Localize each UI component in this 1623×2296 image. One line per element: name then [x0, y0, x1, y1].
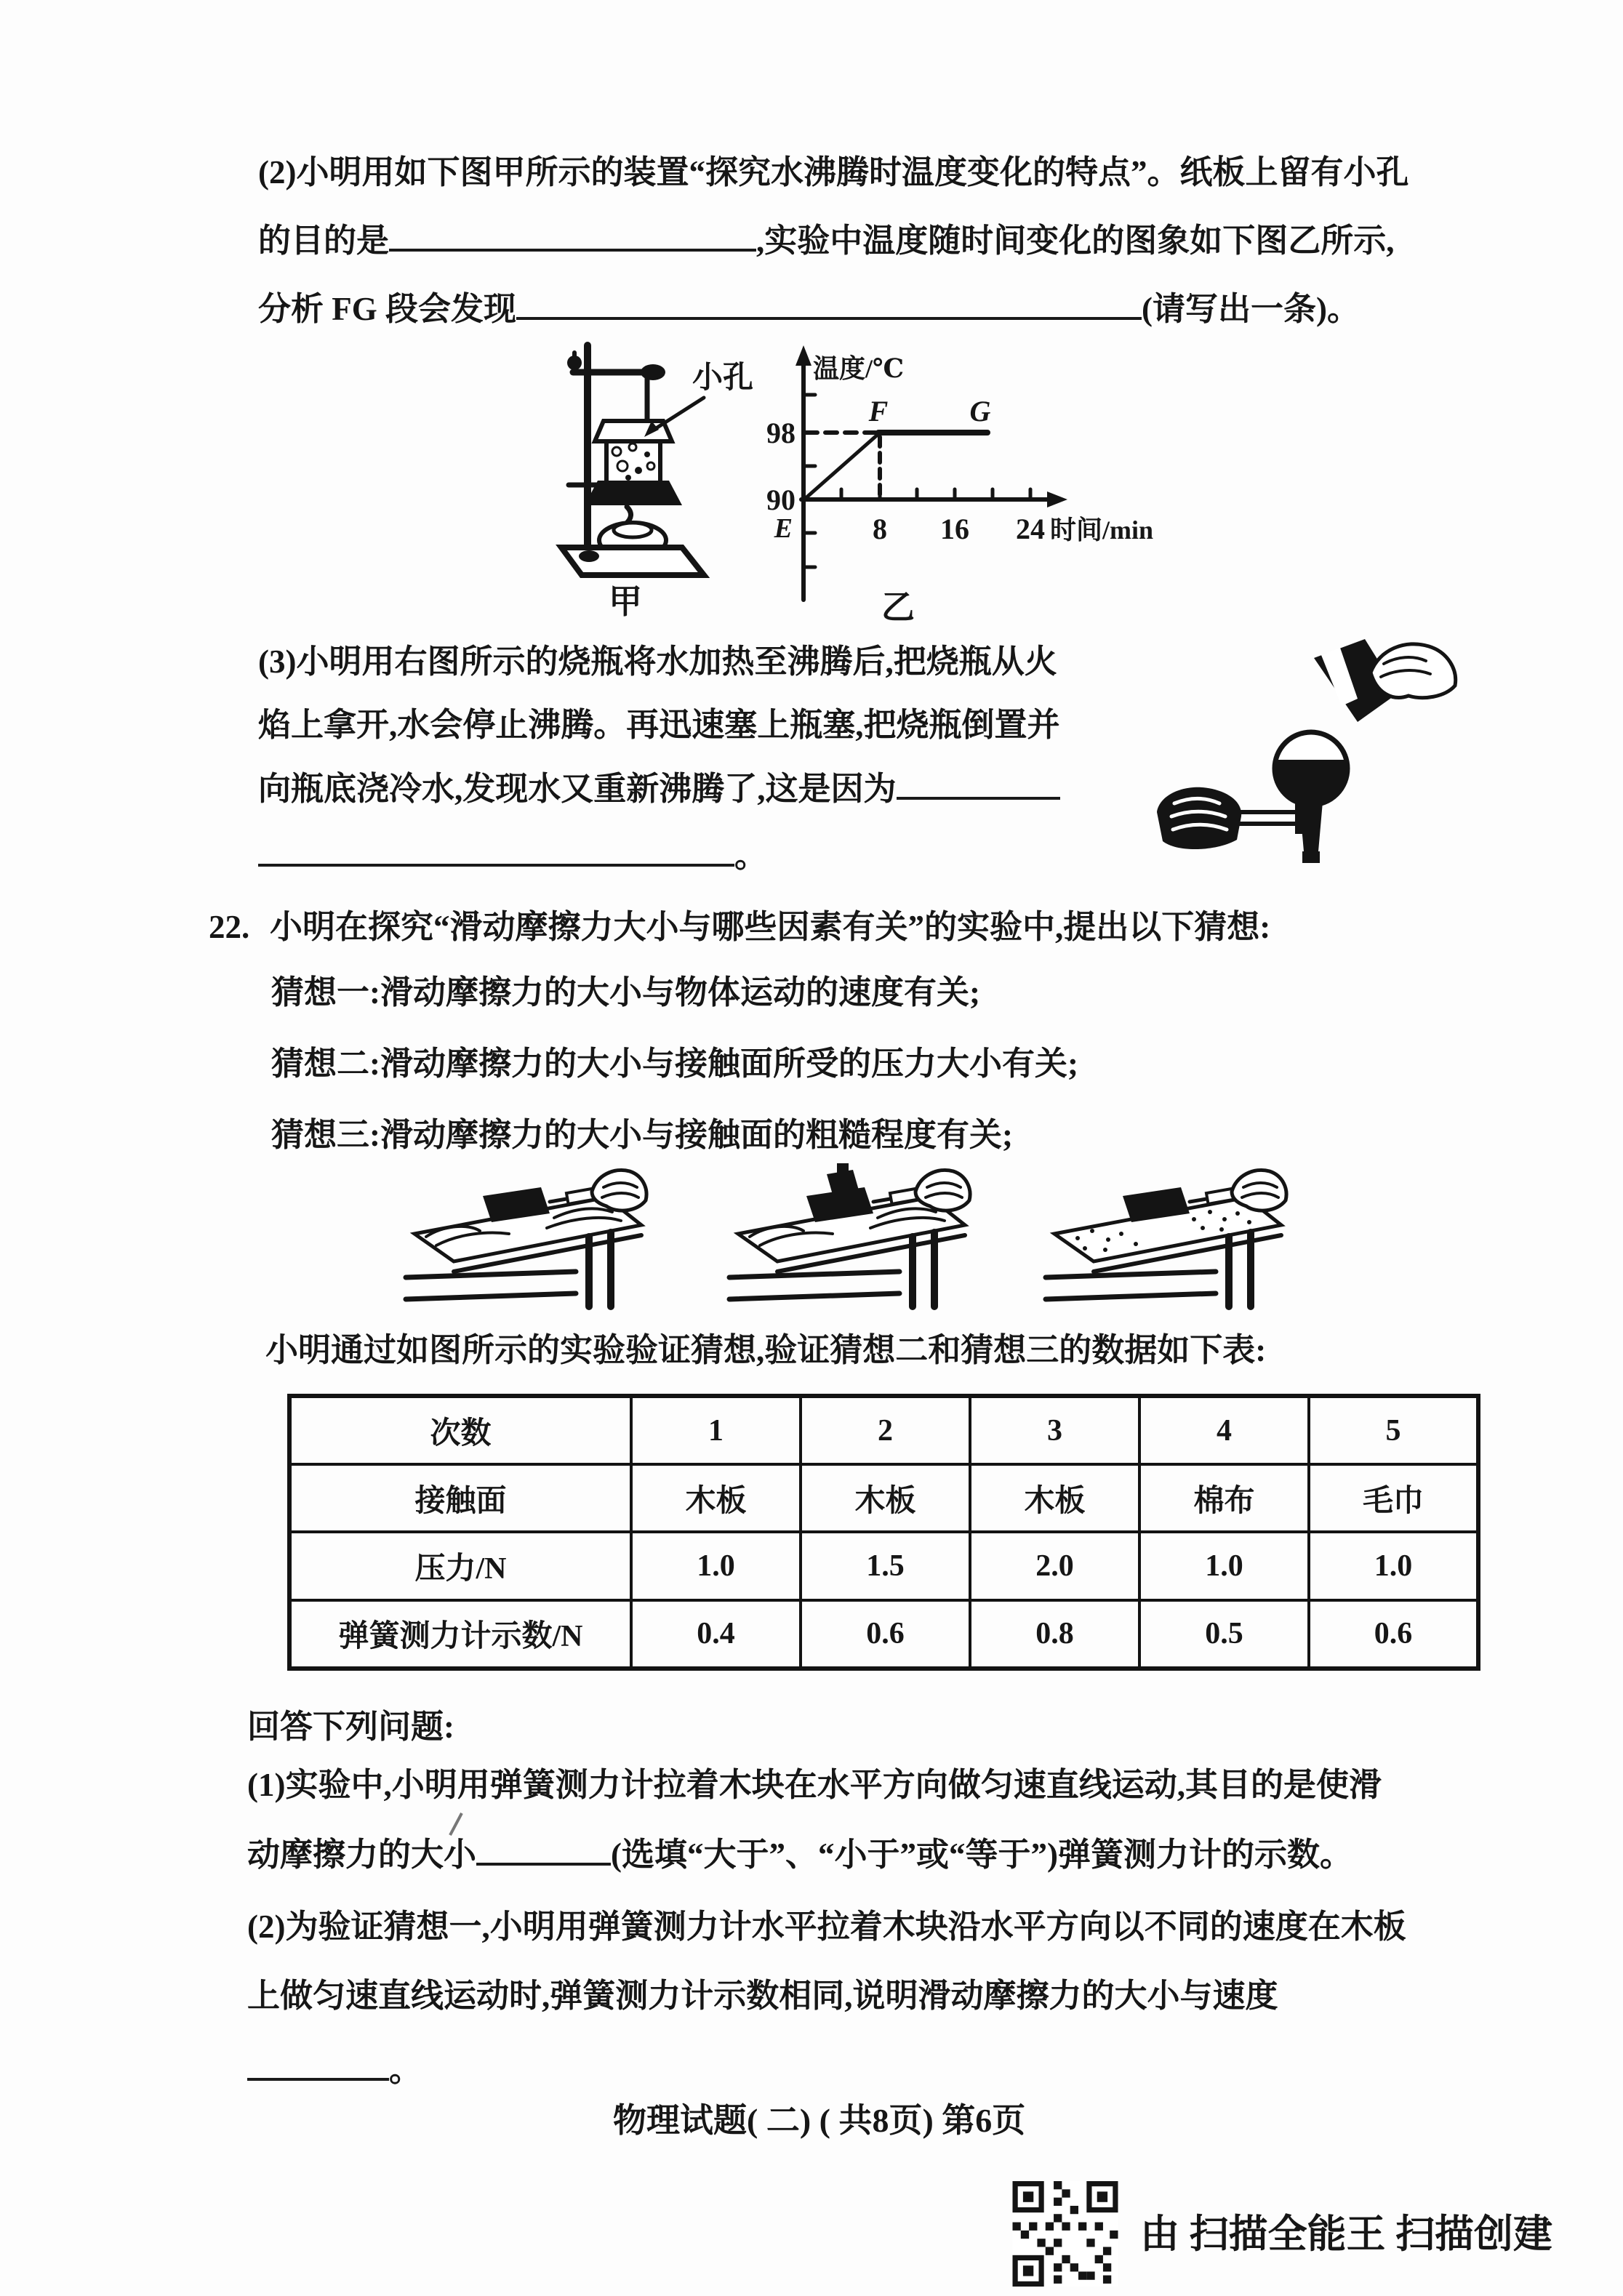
q21-part3-line4-end: 。 — [734, 838, 768, 874]
scanner-watermark-text: 由 扫描全能王 扫描创建 — [1140, 2212, 1552, 2256]
q22-guess1: 猜想一:滑动摩擦力的大小与物体运动的速度有关; — [271, 974, 980, 1011]
point-G-label: G — [969, 395, 991, 428]
q22-guess3: 猜想三:滑动摩擦力的大小与接触面的粗糙程度有关; — [271, 1117, 1013, 1153]
q22-q2-line2: 上做匀速直线运动时,弹簧测力计示数相同,说明滑动摩擦力的大小与速度 — [247, 1978, 1278, 2014]
table-cell: 2.0 — [970, 1532, 1139, 1599]
table-cell: 4 — [1139, 1396, 1309, 1464]
table-cell: 1.5 — [801, 1532, 970, 1599]
q21-part2-line3 — [258, 291, 1360, 329]
apparatus-stand-figure — [561, 345, 753, 620]
ytick-98: 98 — [766, 417, 796, 449]
table-row — [289, 1532, 1478, 1599]
table-cell: 1.0 — [631, 1532, 801, 1599]
answer-blank — [258, 859, 734, 867]
table-row — [289, 1600, 1478, 1669]
table-cell: 棉布 — [1139, 1464, 1309, 1532]
table-cell: 木板 — [631, 1464, 801, 1532]
q22-stem-line — [209, 909, 1270, 947]
q22-q2-line1: (2)为验证猜想一,小明用弹簧测力计水平拉着木块沿水平方向以不同的速度在木板 — [247, 1908, 1406, 1945]
q21-part2-line3-post: (请写出一条)。 — [1142, 291, 1360, 327]
q21-part2-line1: (2)小明用如下图甲所示的装置“探究水沸腾时温度变化的特点”。纸板上留有小孔 — [258, 154, 1409, 190]
holding-hand — [1157, 787, 1241, 849]
xtick-8: 8 — [873, 513, 887, 545]
q21-part3-line2: 焰上拿开,水会停止沸腾。再迅速塞上瓶塞,把烧瓶倒置并 — [258, 707, 1060, 743]
q21-part2-line2 — [258, 222, 1395, 260]
figure-jia-label: 甲 — [609, 583, 642, 620]
q22-stem: 小明在探究“滑动摩擦力大小与哪些因素有关”的实验中,提出以下猜想: — [270, 909, 1271, 945]
q21-part2-line3-pre: 分析 FG 段会发现 — [258, 291, 516, 327]
qr-code — [1011, 2181, 1120, 2287]
weight-on-block — [827, 1170, 859, 1195]
point-E-label: E — [774, 513, 793, 544]
y-axis-label: 温度/℃ — [813, 354, 905, 383]
xtick-16: 16 — [940, 513, 969, 545]
holder-rod — [1234, 812, 1304, 824]
ytick-90: 90 — [766, 483, 796, 516]
q22-q1-line2 — [247, 1837, 1352, 1874]
table-cell: 1.0 — [1139, 1532, 1309, 1599]
q22-number: 22. — [209, 909, 250, 945]
pulling-hand — [915, 1170, 970, 1211]
answer-blank — [476, 1858, 611, 1866]
x-axis-label: 时间/min — [1050, 515, 1154, 545]
answer-blank — [516, 313, 1142, 320]
pencil-mark — [449, 1813, 462, 1836]
table-cell: 木板 — [970, 1464, 1139, 1532]
flask-figure — [1131, 629, 1458, 869]
table-cell: 5 — [1309, 1396, 1478, 1464]
small-hole-label: 小孔 — [692, 361, 754, 395]
experiment-figure-1 — [401, 1160, 645, 1309]
table-cell: 0.4 — [631, 1600, 801, 1669]
boiling-experiment-figure — [531, 331, 1178, 625]
table-cell: 1 — [631, 1396, 801, 1464]
table-cell: 压力/N — [289, 1532, 631, 1599]
q22-table-intro: 小明通过如图所示的实验验证猜想,验证猜想二和猜想三的数据如下表: — [265, 1332, 1267, 1368]
point-F-label: F — [868, 395, 889, 428]
table-cell: 0.6 — [1309, 1600, 1478, 1669]
xtick-24: 24 — [1016, 513, 1045, 545]
q22-q1-line1: (1)实验中,小明用弹簧测力计拉着木块在水平方向做匀速直线运动,其目的是使滑 — [247, 1767, 1382, 1803]
experiment-figure-2 — [725, 1160, 969, 1309]
table-cell: 木板 — [801, 1464, 970, 1532]
q21-part3-line4 — [258, 838, 767, 875]
table-cell: 次数 — [289, 1396, 631, 1464]
temperature-time-graph — [766, 345, 1153, 626]
q22-q1-line2-post: (选填“大于”、“小于”或“等于”)弹簧测力计的示数。 — [611, 1837, 1352, 1873]
page-footer: 物理试题( 二) ( 共8页) 第6页 — [613, 2102, 1026, 2139]
q22-q1-line2-pre: 动摩擦力的大小 — [247, 1837, 477, 1873]
table-cell: 3 — [970, 1396, 1139, 1464]
q21-part3-line3 — [258, 771, 1060, 808]
q21-part3-line1: (3)小明用右图所示的烧瓶将水加热至沸腾后,把烧瓶从火 — [258, 643, 1057, 680]
q21-part3-line3-pre: 向瓶底浇冷水,发现水又重新沸腾了,这是因为 — [258, 771, 897, 807]
pulling-hand — [592, 1170, 646, 1211]
friction-data-table — [287, 1394, 1480, 1671]
table-row — [289, 1396, 1478, 1464]
q21-part2-line2-post: ,实验中温度随时间变化的图象如下图乙所示, — [756, 222, 1395, 259]
answer-blank — [247, 2074, 389, 2081]
answer-blank — [897, 792, 1060, 800]
experiment-figure-3 — [1041, 1160, 1285, 1309]
pulling-hand — [1232, 1170, 1286, 1211]
table-row — [289, 1464, 1478, 1532]
table-cell: 弹簧测力计示数/N — [289, 1600, 631, 1669]
table-cell: 接触面 — [289, 1464, 631, 1532]
q22-q2-line3 — [247, 2052, 422, 2090]
pointer-arrow — [652, 398, 704, 431]
figure-yi-label: 乙 — [881, 589, 915, 626]
q21-part2-line2-pre: 的目的是 — [258, 222, 390, 259]
table-cell: 0.8 — [970, 1600, 1139, 1669]
answer-blank — [389, 244, 756, 252]
q22-answers-head: 回答下列问题: — [247, 1709, 454, 1745]
q22-guess2: 猜想二:滑动摩擦力的大小与接触面所受的压力大小有关; — [271, 1045, 1078, 1082]
burner-stand — [585, 481, 682, 505]
flask-water — [1275, 760, 1347, 805]
table-cell: 0.6 — [801, 1600, 970, 1669]
table-cell: 2 — [801, 1396, 970, 1464]
q22-q2-line3-end: 。 — [389, 2052, 422, 2088]
table-cell: 1.0 — [1309, 1532, 1478, 1599]
table-cell: 0.5 — [1139, 1600, 1309, 1669]
table-cell: 毛巾 — [1309, 1464, 1478, 1532]
